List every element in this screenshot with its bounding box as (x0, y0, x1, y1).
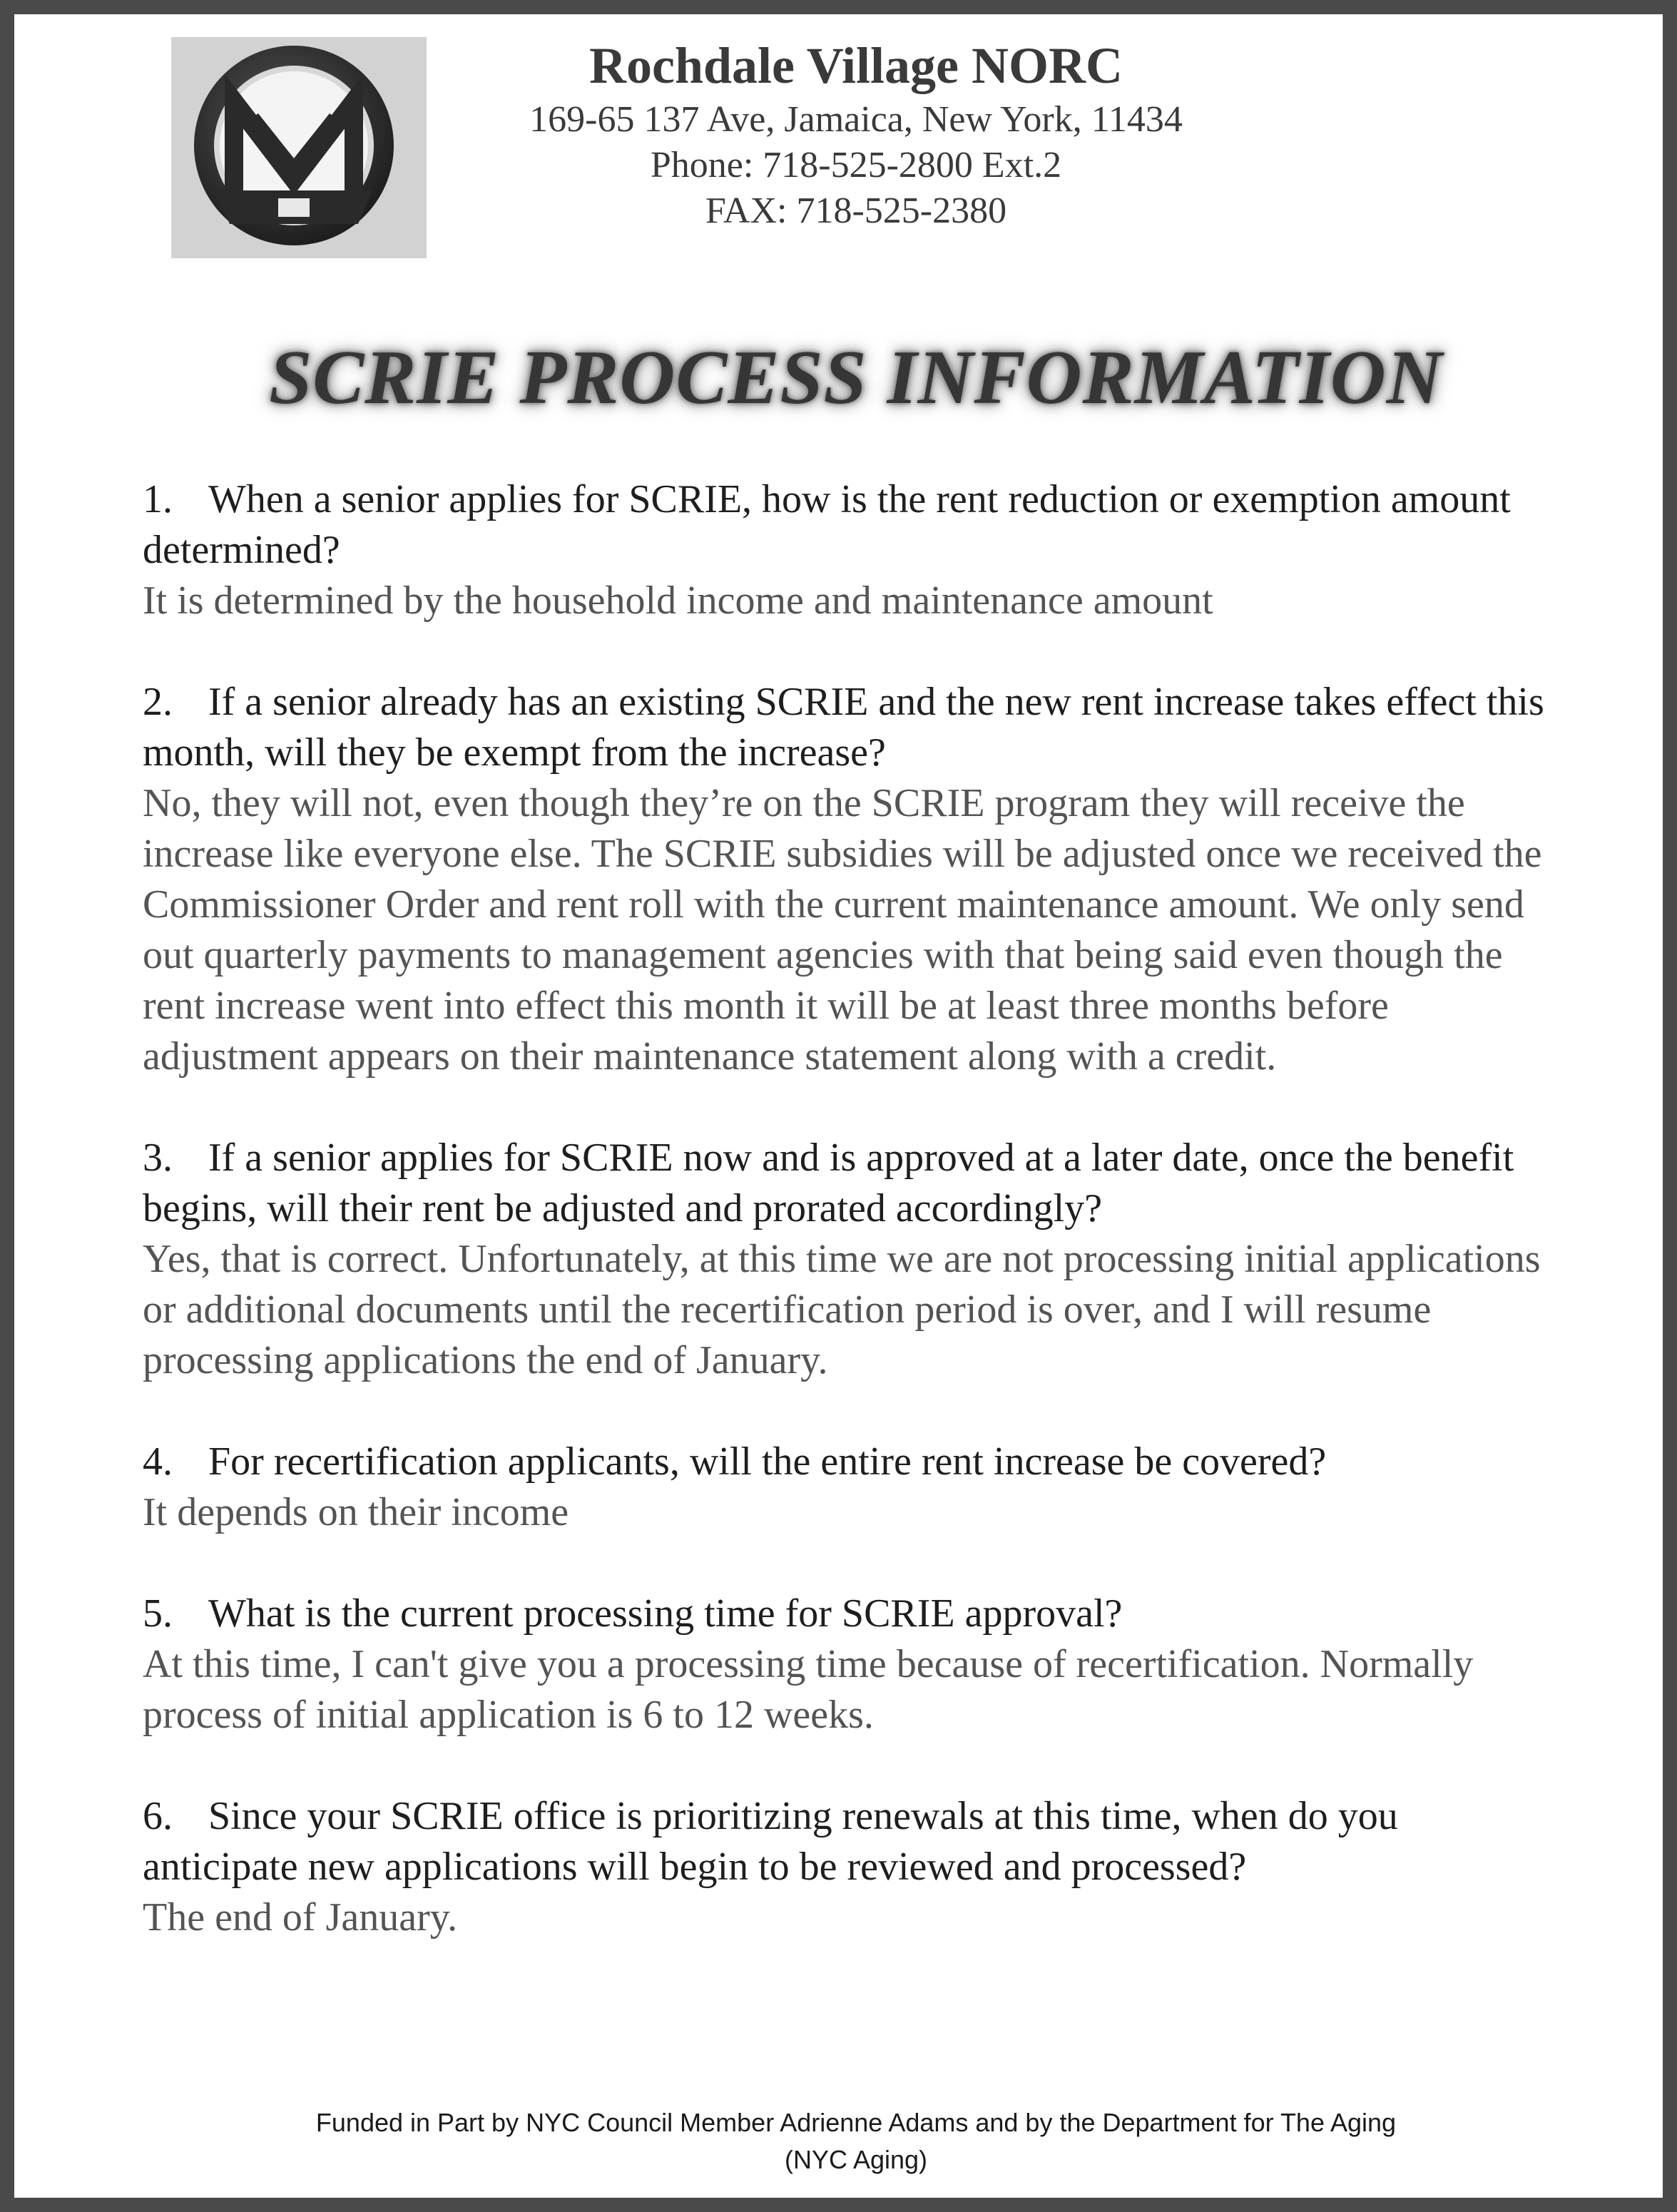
faq-question-text: What is the current processing time for SCRIE approval? (208, 1591, 1123, 1636)
faq-answer: The end of January. (143, 1895, 458, 1940)
faq-question (143, 1437, 1562, 1487)
faq-question (143, 1791, 1562, 1892)
organization-header (414, 34, 1298, 234)
faq-question (143, 1133, 1562, 1234)
faq-question (143, 1589, 1562, 1639)
faq-question-text: If a senior already has an existing SCRIE and the new rent increase takes effect this month, will they be exempt from the increase? (143, 680, 1544, 775)
faq-item-6 (143, 1791, 1562, 1943)
faq-question (143, 677, 1562, 778)
faq-question-text: When a senior applies for SCRIE, how is the rent reduction or exemption amount determined? (143, 477, 1511, 572)
document-page (14, 14, 1663, 2198)
faq-answer: No, they will not, even though they’re on the SCRIE program they will receive the increase like everyone else. The SCRIE subsidies will be adjusted once we received the Commissioner Order and rent roll with the current maintenance amount. We only send out quarterly payments to management agencies with that being said even though the rent increase went into effect this month it will be at least three months before adjustment appears on their maintenance statement along with a credit. (143, 781, 1542, 1079)
organization-address: 169-65 137 Ave, Jamaica, New York, 11434 (529, 99, 1183, 140)
faq-question-text: For recertification applicants, will the entire rent increase be covered? (208, 1439, 1327, 1484)
faq-question (143, 474, 1562, 576)
faq-number: 6. (143, 1794, 173, 1838)
funding-footer (157, 2104, 1555, 2178)
page-title: SCRIE PROCESS INFORMATION (269, 335, 1443, 420)
organization-fax: FAX: 718-525-2380 (705, 190, 1007, 231)
faq-number: 4. (143, 1439, 173, 1484)
faq-item-3 (143, 1133, 1562, 1386)
faq-number: 2. (143, 680, 173, 724)
faq-item-2 (143, 677, 1562, 1082)
faq-number: 1. (143, 477, 173, 521)
rochdale-m-logo-icon (171, 37, 427, 258)
faq-item-4 (143, 1437, 1562, 1538)
faq-list (143, 474, 1562, 1994)
faq-question-text: Since your SCRIE office is prioritizing renewals at this time, when do you anticipate new applications will begin to be reviewed and processed? (143, 1794, 1398, 1889)
faq-question-text: If a senior applies for SCRIE now and is approved at a later date, once the benefit begins, will their rent be adjusted and prorated accordingly? (143, 1136, 1514, 1230)
organization-phone: Phone: 718-525-2800 Ext.2 (650, 145, 1062, 185)
faq-item-5 (143, 1589, 1562, 1740)
faq-number: 3. (143, 1136, 173, 1180)
faq-answer: Yes, that is correct. Unfortunately, at this time we are not processing initial applications or additional documents until the recertification period is over, and I will resume processing applications the end of January. (143, 1237, 1541, 1382)
faq-number: 5. (143, 1591, 173, 1636)
faq-answer: At this time, I can't give you a processing time because of recertification. Normally process of initial application is 6 to 12 weeks. (143, 1642, 1474, 1737)
faq-answer: It depends on their income (143, 1490, 569, 1534)
faq-answer: It is determined by the household income and maintenance amount (143, 579, 1213, 623)
logo (171, 37, 427, 258)
faq-item-1 (143, 474, 1562, 626)
footer-line-1: Funded in Part by NYC Council Member Adrienne Adams and by the Department for The Aging (315, 2108, 1397, 2137)
footer-line-2: (NYC Aging) (784, 2145, 928, 2174)
organization-name: Rochdale Village NORC (589, 37, 1123, 94)
